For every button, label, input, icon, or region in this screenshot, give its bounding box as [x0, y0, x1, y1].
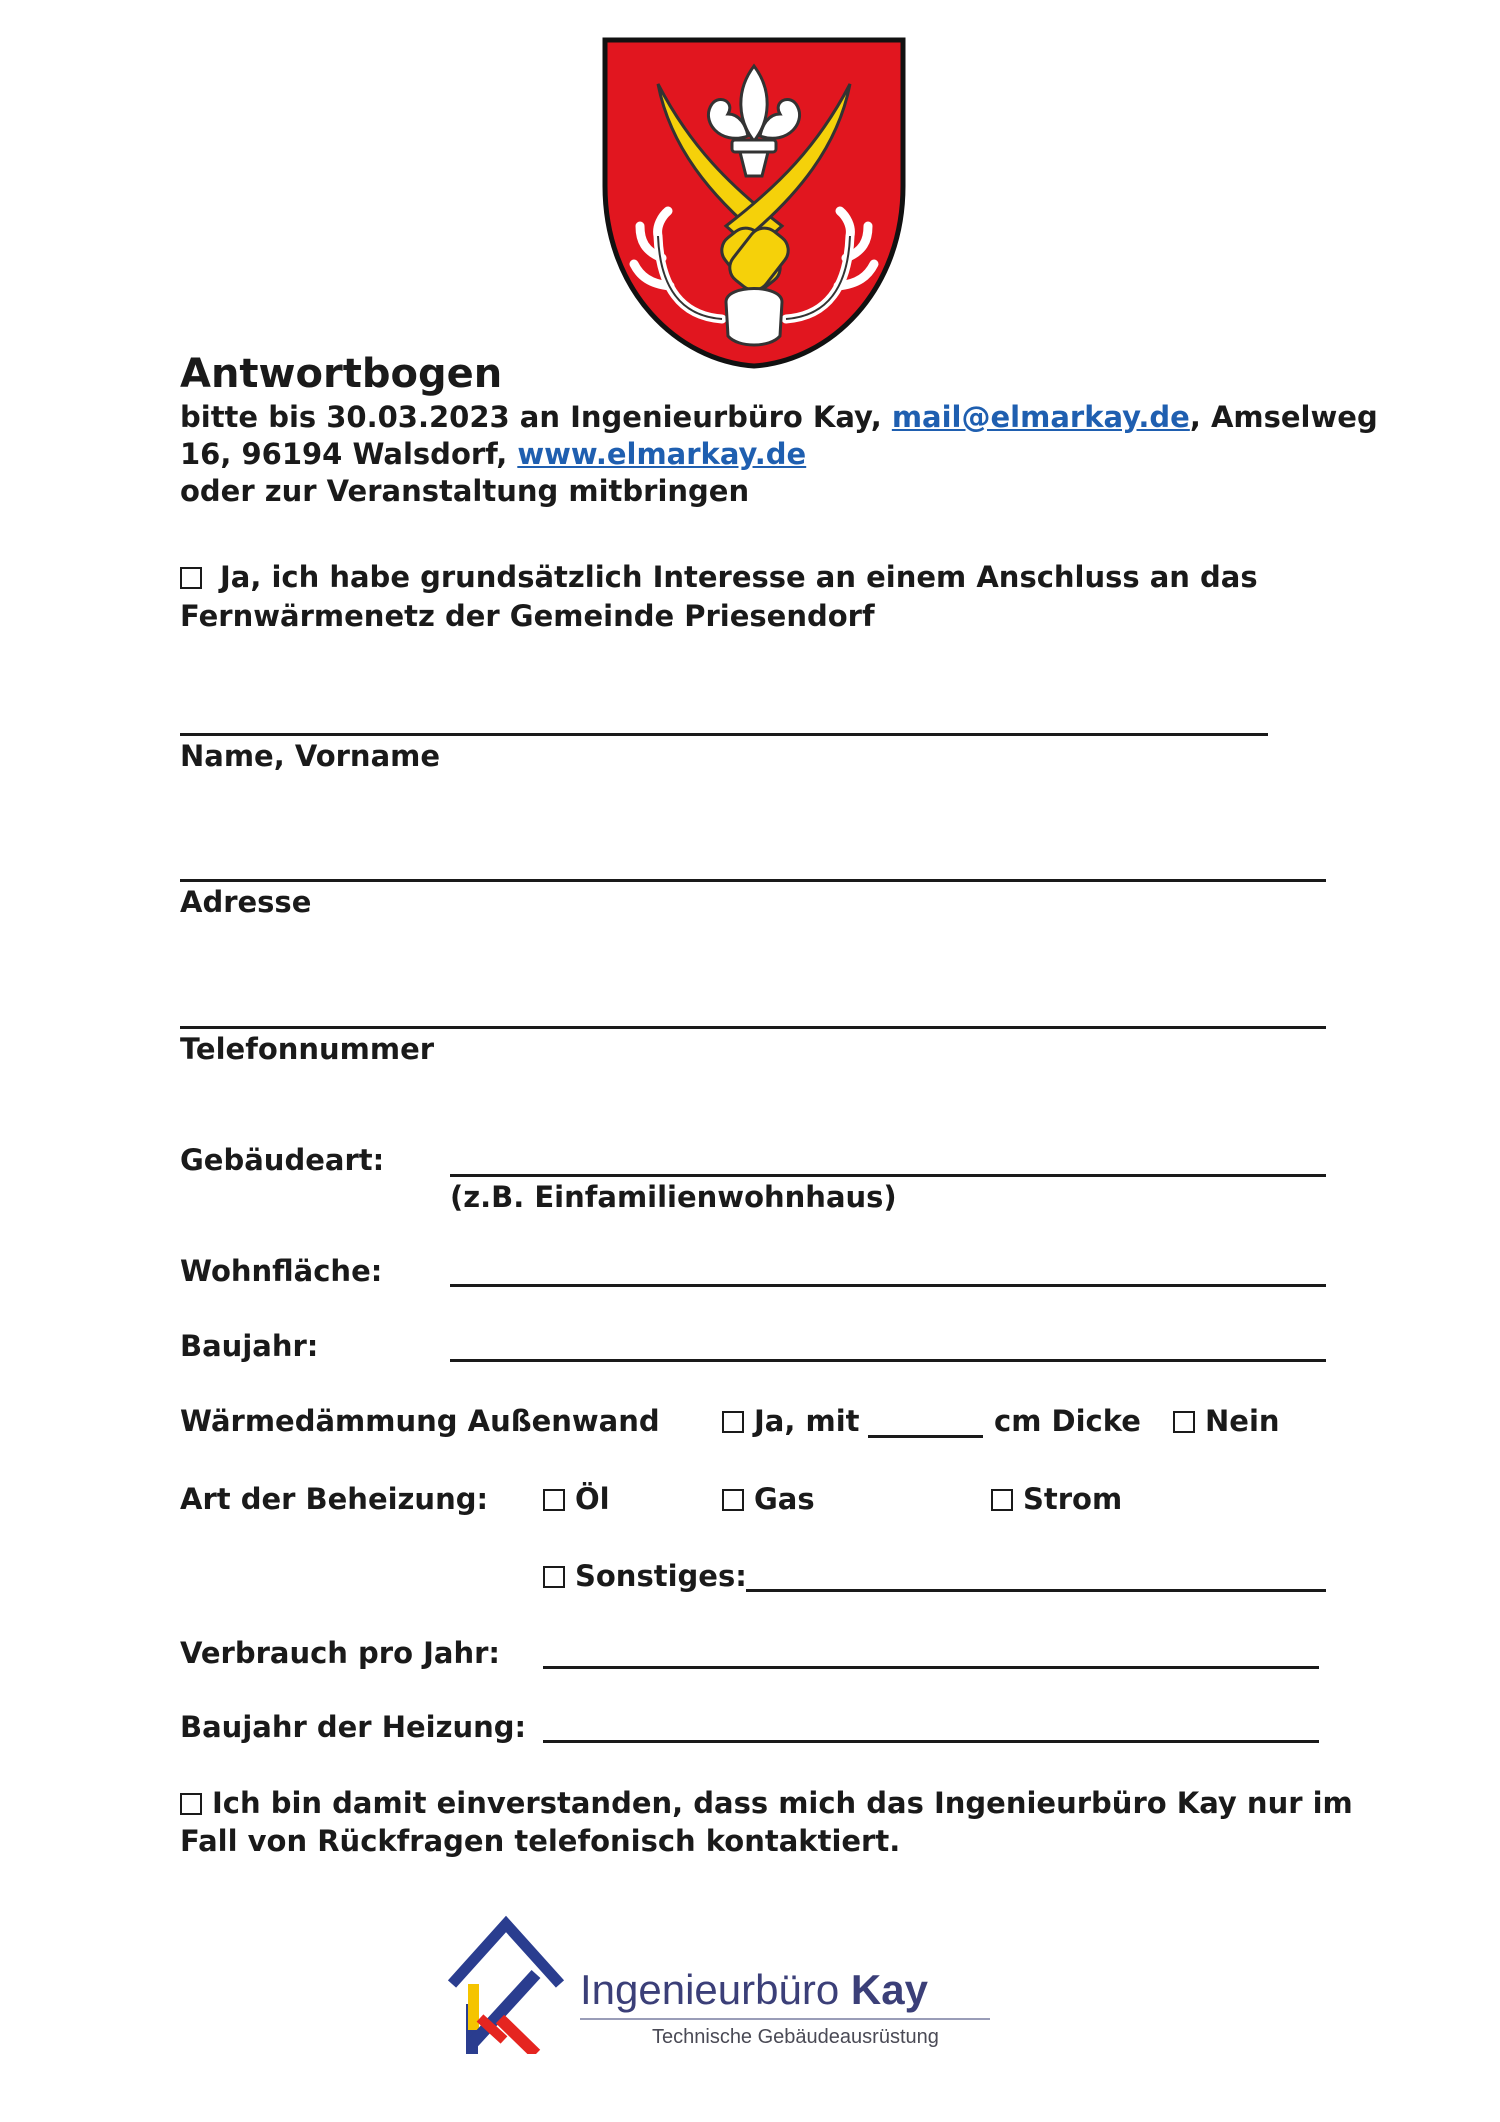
heating-other-text: Sonstiges:: [575, 1559, 747, 1593]
logo-brand-light: Ingenieurbüro: [580, 1966, 840, 2013]
heating-other-input-line[interactable]: [746, 1589, 1326, 1592]
phone-label: Telefonnummer: [180, 1032, 435, 1066]
name-input-line[interactable]: [180, 733, 1268, 736]
instruction-text: bitte bis 30.03.2023 an Ingenieurbüro Kay,: [180, 400, 892, 434]
heating-electric-text: Strom: [1023, 1482, 1123, 1516]
insulation-yes-text: Ja, mit: [754, 1404, 860, 1438]
building-type-input-line[interactable]: [450, 1174, 1326, 1177]
address-input-line[interactable]: [180, 879, 1326, 882]
phone-input-line[interactable]: [180, 1026, 1326, 1029]
skull-icon: [726, 289, 782, 346]
consumption-label: Verbrauch pro Jahr:: [180, 1636, 501, 1670]
heating-year-input-line[interactable]: [543, 1740, 1319, 1743]
heating-oil-option: [543, 1480, 610, 1518]
consent-checkbox[interactable]: [180, 1793, 202, 1815]
heating-electric-checkbox[interactable]: [991, 1489, 1013, 1511]
heating-electric-option: [991, 1480, 1122, 1518]
living-area-label: Wohnfläche:: [180, 1254, 383, 1288]
interest-statement: [180, 558, 1258, 596]
living-area-input-line[interactable]: [450, 1284, 1326, 1287]
building-type-label: Gebäudeart:: [180, 1143, 385, 1177]
consent-statement: [180, 1784, 1353, 1822]
heating-other-checkbox[interactable]: [543, 1566, 565, 1588]
instruction-line-1: [180, 398, 1378, 436]
logo-tagline: Technische Gebäudeausrüstung: [652, 2026, 939, 2048]
interest-line-1: Ja, ich habe grundsätzlich Interesse an einem Anschluss an das: [220, 560, 1258, 594]
instruction-address: , Amselweg: [1189, 400, 1378, 434]
company-logo: [444, 1914, 1004, 2064]
page-title: Antwortbogen: [180, 351, 503, 397]
interest-line-2: Fernwärmenetz der Gemeinde Priesendorf: [180, 599, 875, 633]
email-link[interactable]: mail@elmarkay.de: [891, 400, 1190, 434]
heating-gas-text: Gas: [754, 1482, 815, 1516]
logo-brand: [580, 1966, 928, 2014]
heating-oil-text: Öl: [575, 1482, 610, 1516]
name-label: Name, Vorname: [180, 739, 441, 773]
consent-line-1: Ich bin damit einverstanden, dass mich das Ingenieurbüro Kay nur im: [212, 1786, 1353, 1820]
website-link[interactable]: www.elmarkay.de: [517, 437, 807, 471]
instruction-line-3: oder zur Veranstaltung mitbringen: [180, 474, 750, 508]
heating-oil-checkbox[interactable]: [543, 1489, 565, 1511]
insulation-yes-option: [722, 1402, 860, 1440]
insulation-thickness-unit: cm Dicke: [994, 1404, 1141, 1438]
insulation-no-text: Nein: [1205, 1404, 1280, 1438]
coat-of-arms: [600, 36, 910, 372]
instruction-line-2: [180, 435, 806, 473]
insulation-no-checkbox[interactable]: [1173, 1411, 1195, 1433]
year-built-input-line[interactable]: [450, 1359, 1326, 1362]
consent-line-2: Fall von Rückfragen telefonisch kontaktiert.: [180, 1824, 901, 1858]
heating-label: Art der Beheizung:: [180, 1482, 489, 1516]
logo-divider: [580, 2018, 990, 2020]
consumption-input-line[interactable]: [543, 1666, 1319, 1669]
heating-gas-checkbox[interactable]: [722, 1489, 744, 1511]
insulation-label: Wärmedämmung Außenwand: [180, 1404, 660, 1438]
logo-brand-bold: Kay: [850, 1966, 928, 2013]
heating-gas-option: [722, 1480, 815, 1518]
building-type-hint: (z.B. Einfamilienwohnhaus): [450, 1180, 897, 1214]
address-label: Adresse: [180, 885, 312, 919]
instruction-city: 16, 96194 Walsdorf,: [180, 437, 518, 471]
insulation-no-option: [1173, 1402, 1280, 1440]
interest-checkbox[interactable]: [180, 567, 202, 589]
house-k-logo-icon: [444, 1914, 564, 2054]
year-built-label: Baujahr:: [180, 1329, 319, 1363]
heating-year-label: Baujahr der Heizung:: [180, 1710, 527, 1744]
heating-other-option: [543, 1557, 747, 1595]
insulation-yes-checkbox[interactable]: [722, 1411, 744, 1433]
insulation-thickness-input-line[interactable]: [868, 1435, 983, 1438]
